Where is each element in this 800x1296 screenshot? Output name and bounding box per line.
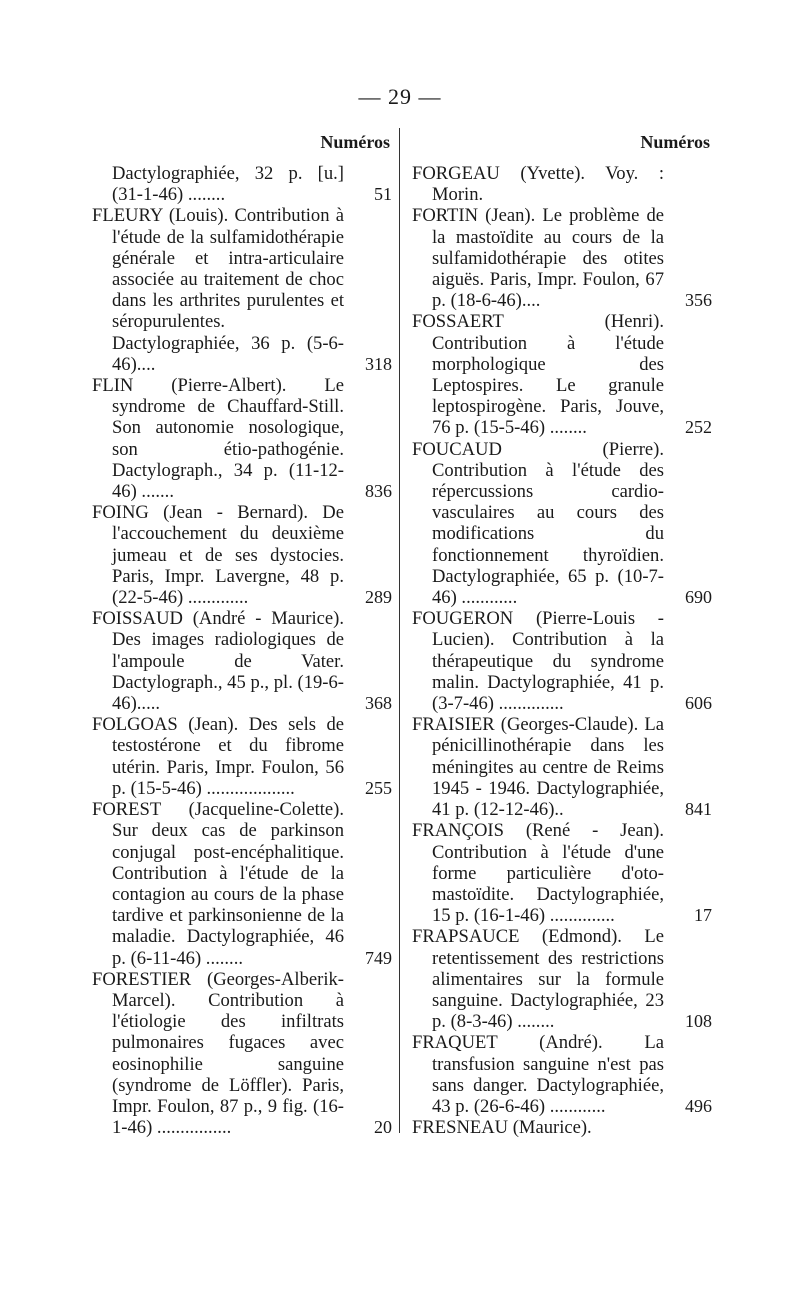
entry-number: 252 bbox=[685, 417, 712, 438]
entry-number: 20 bbox=[374, 1117, 392, 1138]
left-entries bbox=[92, 163, 392, 1138]
bibliography-entry bbox=[412, 608, 712, 714]
entry-number: 108 bbox=[685, 1011, 712, 1032]
entry-text: FOING (Jean - Bernard). De l'accouchement du deuxième jumeau et de ses dystocies. Paris, Impr. Lavergne, 48 p. (22-5-46) ............. bbox=[92, 502, 344, 609]
entry-text: FRAQUET (André). La transfusion sanguine n'est pas sans danger. Dactylographiée, 43 p. (26-6-46) ............ bbox=[412, 1032, 664, 1117]
entry-number: 836 bbox=[365, 481, 392, 502]
bibliography-entry bbox=[92, 502, 392, 608]
left-column bbox=[92, 132, 392, 1138]
entry-number: 51 bbox=[374, 184, 392, 205]
right-column-header: Numéros bbox=[640, 132, 710, 152]
bibliography-entry bbox=[92, 163, 392, 205]
entry-number: 606 bbox=[685, 693, 712, 714]
entry-number: 690 bbox=[685, 587, 712, 608]
right-column bbox=[412, 132, 712, 1138]
entry-number: 17 bbox=[694, 905, 712, 926]
entry-text: FOISSAUD (André - Maurice). Des images radiologiques de l'ampoule de Vater. Dactylograph., 45 p., pl. (19-6-46)..... bbox=[92, 608, 344, 715]
entry-number: 368 bbox=[365, 693, 392, 714]
entry-text: FORGEAU (Yvette). Voy. : Morin. bbox=[412, 163, 664, 206]
bibliography-entry bbox=[412, 439, 712, 609]
entry-text: FLIN (Pierre-Albert). Le syndrome de Chauffard-Still. Son autonomie nosologique, son étio-pathogénie. Dactylograph., 34 p. (11-12-46) ....... bbox=[92, 375, 344, 503]
entry-text: FOUGERON (Pierre-Louis - Lucien). Contribution à la thérapeutique du syndrome malin. Dactylographiée, 41 p. (3-7-46) .............. bbox=[412, 608, 664, 715]
bibliography-entry bbox=[412, 714, 712, 820]
bibliography-entry bbox=[92, 969, 392, 1139]
entry-number: 289 bbox=[365, 587, 392, 608]
bibliography-entry bbox=[412, 926, 712, 1032]
bibliography-entry bbox=[412, 311, 712, 438]
page-number: — 29 — bbox=[358, 84, 442, 109]
entry-number: 749 bbox=[365, 947, 392, 968]
bibliography-entry bbox=[92, 608, 392, 714]
bibliography-entry bbox=[412, 163, 712, 205]
entry-number: 841 bbox=[685, 799, 712, 820]
bibliography-entry bbox=[92, 799, 392, 969]
entry-text: FORESTIER (Georges-Alberik-Marcel). Contribution à l'étiologie des infiltrats pulmonaires fugaces avec eosinophilie sanguine (syndrome de Löffler). Paris, Impr. Foulon, 87 p., 9 fig. (16-1-46) ................ bbox=[92, 968, 344, 1139]
entry-text: FORTIN (Jean). Le problème de la mastoïdite au cours de la sulfamidothérapie des otites aiguës. Paris, Impr. Foulon, 67 p. (18-6-46).... bbox=[412, 205, 664, 312]
column-divider bbox=[399, 128, 400, 1133]
entry-text: FRAPSAUCE (Edmond). Le retentissement des restrictions alimentaires sur la formule sanguine. Dactylographiée, 23 p. (8-3-46) ........ bbox=[412, 926, 664, 1033]
entry-text: FOUCAUD (Pierre). Contribution à l'étude des répercussions cardio-vasculaires au cours des modifications du fonctionnement thyroïdien. Dactylographiée, 65 p. (10-7-46) ............ bbox=[412, 438, 664, 609]
entry-number: 318 bbox=[365, 353, 392, 374]
left-column-header: Numéros bbox=[320, 132, 390, 152]
bibliography-entry bbox=[92, 205, 392, 375]
entry-text: FRAISIER (Georges-Claude). La pénicillinothérapie dans les méningites au centre de Reims 1945 - 1946. Dactylographiée, 41 p. (12-12-46).. bbox=[412, 714, 664, 821]
right-entries bbox=[412, 163, 712, 1138]
entry-number: 496 bbox=[685, 1095, 712, 1116]
entry-number: 356 bbox=[685, 290, 712, 311]
entry-text: FRANÇOIS (René - Jean). Contribution à l'étude d'une forme particulière d'oto-mastoïdite. Dactylographiée, 15 p. (16-1-46) .............. bbox=[412, 820, 664, 927]
entry-text: FLEURY (Louis). Contribution à l'étude de la sulfamidothérapie générale et intra-articulaire associée au traitement de choc dans les arthrites purulentes et séropurulentes. Dactylographiée, 36 p. (5-6-46).... bbox=[92, 205, 344, 375]
entry-text: FRESNEAU (Maurice). bbox=[412, 1117, 592, 1139]
bibliography-entry bbox=[412, 820, 712, 926]
bibliography-entry bbox=[92, 375, 392, 502]
bibliography-entry bbox=[92, 714, 392, 799]
bibliography-entry bbox=[412, 205, 712, 311]
bibliography-entry bbox=[412, 1032, 712, 1117]
entry-text: FOSSAERT (Henri). Contribution à l'étude morphologique des Leptospires. Le granule leptospirogène. Paris, Jouve, 76 p. (15-5-46) ........ bbox=[412, 311, 664, 439]
entry-text: FOLGOAS (Jean). Des sels de testostérone et du fibrome utérin. Paris, Impr. Foulon, 56 p. (15-5-46) ................... bbox=[92, 714, 344, 799]
bibliography-entry bbox=[412, 1117, 712, 1138]
entry-text: Dactylographiée, 32 p. [u.] (31-1-46) ........ bbox=[112, 163, 344, 206]
entry-text: FOREST (Jacqueline-Colette). Sur deux cas de parkinson conjugal post-encéphalitique. Contribution à l'étude de la contagion au cours de la phase tardive et parkinsonienne de la maladie. Dactylographiée, 46 p. (6-11-46) ........ bbox=[92, 799, 344, 969]
entry-number: 255 bbox=[365, 777, 392, 798]
